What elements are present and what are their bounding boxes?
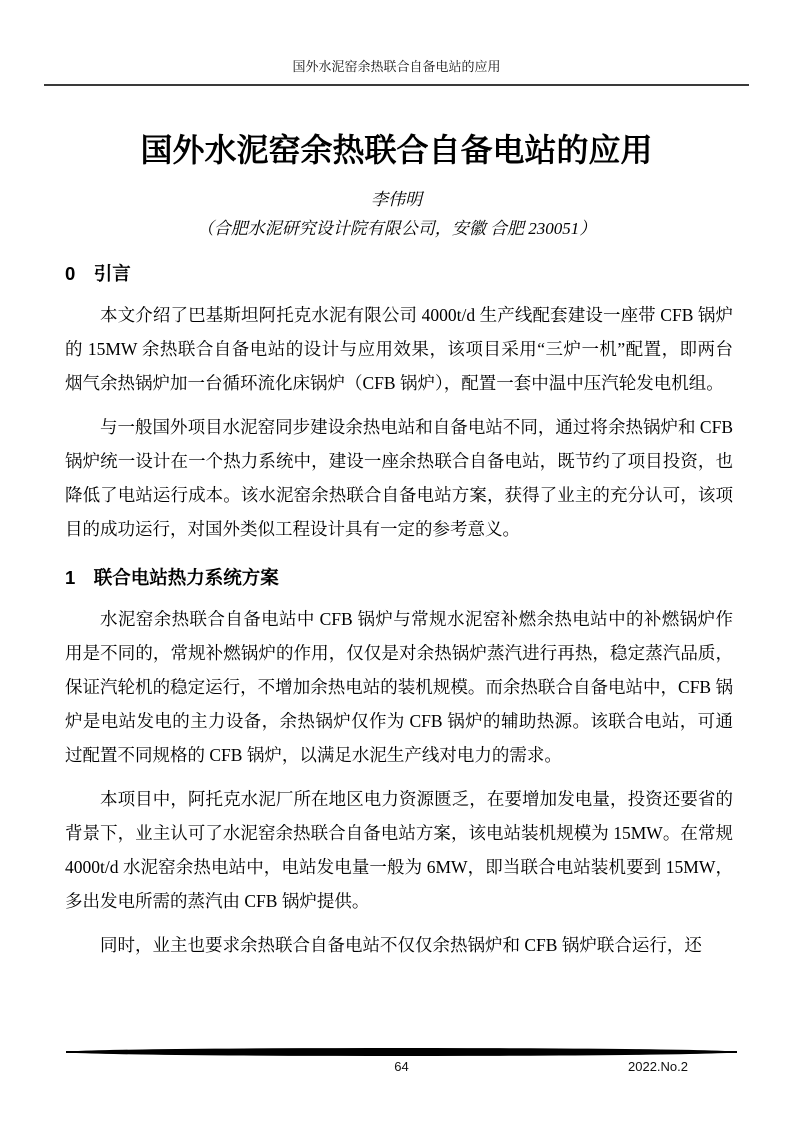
footer-meta [66,1058,737,1076]
page-footer [66,1048,737,1076]
paragraph: 同时，业主也要求余热联合自备电站不仅仅余热锅炉和 CFB 锅炉联合运行，还 [100,935,702,955]
article-title: 国外水泥窑余热联合自备电站的应用 [140,132,653,168]
footer-rule-thick-line [66,1048,737,1056]
article-body [65,260,733,962]
author-affiliation: （合肥水泥研究设计院有限公司，安徽 合肥 230051） [196,219,597,238]
footer-rule [66,1048,737,1056]
section-heading-introduction: 0 引言 [65,263,131,284]
header-rule [44,84,749,86]
issue-label: 2022.No.2 [628,1059,688,1074]
paragraph: 水泥窑余热联合自备电站中 CFB 锅炉与常规水泥窑补燃余热电站中的补燃锅炉作用是不同的，常规补燃锅炉的作用，仅仅是对余热锅炉蒸汽进行再热，稳定蒸汽品质，保证汽轮机的稳定运行，不增加余热电站的装机规模。而余热联合自备电站中，CFB 锅炉是电站发电的主力设备，余热锅炉仅作为 CFB 锅炉的辅助热源。该联合电站，可通过配置不同规格的 CFB 锅炉，以满足水泥生产线对电力的需求。 [65,609,733,765]
page-number: 64 [394,1059,409,1074]
running-head-title: 国外水泥窑余热联合自备电站的应用 [292,59,501,74]
section-heading-thermal-system: 1 联合电站热力系统方案 [65,567,279,588]
author-name: 李伟明 [371,190,422,209]
paragraph: 与一般国外项目水泥窑同步建设余热电站和自备电站不同，通过将余热锅炉和 CFB 锅炉统一设计在一个热力系统中，建设一座余热联合自备电站，既节约了项目投资，也降低了电站运行成本。该水泥窑余热联合自备电站方案，获得了业主的充分认可，该项目的成功运行，对国外类似工程设计具有一定的参考意义。 [65,417,733,539]
paragraph: 本项目中，阿托克水泥厂所在地区电力资源匮乏，在要增加发电量，投资还要省的背景下，业主认可了水泥窑余热联合自备电站方案，该电站装机规模为 15MW。在常规 4000t/d 水泥窑余热电站中，电站发电量一般为 6MW，即当联合电站装机要到 15MW，多出发电所需的蒸汽由 CFB 锅炉提供。 [65,789,733,911]
paragraph: 本文介绍了巴基斯坦阿托克水泥有限公司 4000t/d 生产线配套建设一座带 CFB 锅炉的 15MW 余热联合自备电站的设计与应用效果，该项目采用“三炉一机”配置，即两台烟气余热锅炉加一台循环流化床锅炉（CFB 锅炉），配置一套中温中压汽轮发电机组。 [65,305,733,393]
